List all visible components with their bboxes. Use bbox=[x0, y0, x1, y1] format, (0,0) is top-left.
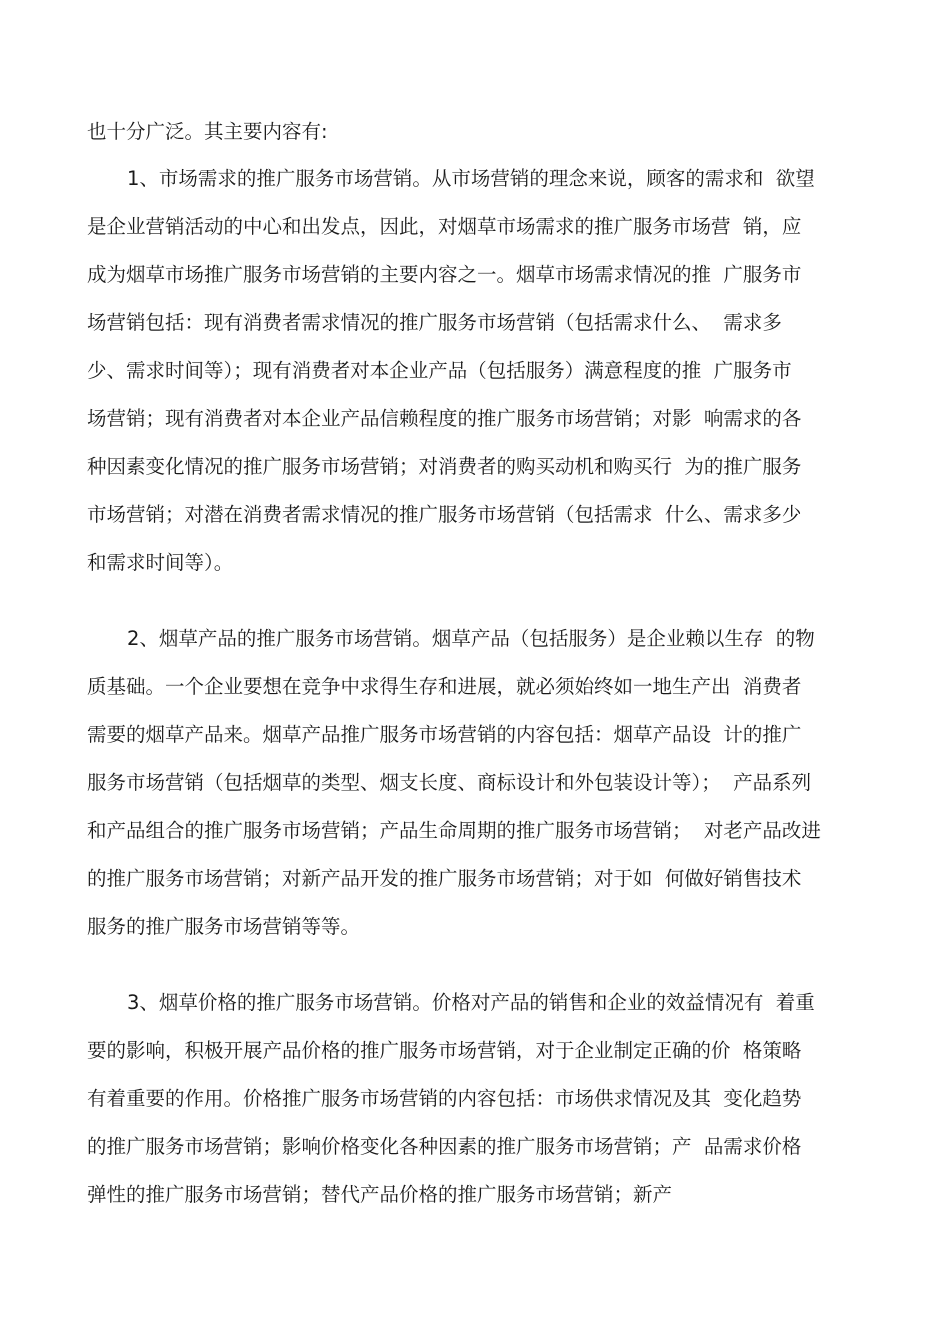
text-line: 少、需求时间等）；现有消费者对本企业产品（包括服务）满意程度的推 广服务市 bbox=[87, 359, 792, 382]
text-line: 场营销包括：现有消费者需求情况的推广服务市场营销（包括需求什么、 需求多 bbox=[87, 311, 782, 334]
text-line: 的推广服务市场营销；对新产品开发的推广服务市场营销；对于如 何做好销售技术 bbox=[87, 867, 802, 890]
text-line: 场营销；现有消费者对本企业产品信赖程度的推广服务市场营销；对影 响需求的各 bbox=[87, 407, 802, 430]
paragraph-2-first-line: 2、烟草产品的推广服务市场营销。烟草产品（包括服务）是企业赖以生存 的物 bbox=[127, 627, 815, 650]
text-line: 服务市场营销（包括烟草的类型、烟支长度、商标设计和外包装设计等）； 产品系列 bbox=[87, 771, 812, 794]
text-line: 市场营销；对潜在消费者需求情况的推广服务市场营销（包括需求 什么、需求多少 bbox=[87, 503, 802, 526]
text-line: 弹性的推广服务市场营销；替代产品价格的推广服务市场营销；新产 bbox=[87, 1183, 673, 1206]
text-line: 质基础。一个企业要想在竞争中求得生存和进展，就必须始终如一地生产出 消费者 bbox=[87, 675, 802, 698]
text-line: 有着重要的作用。价格推广服务市场营销的内容包括：市场供求情况及其 变化趋势 bbox=[87, 1087, 802, 1110]
text-line: 需要的烟草产品来。烟草产品推广服务市场营销的内容包括：烟草产品设 计的推广 bbox=[87, 723, 802, 746]
text-line: 成为烟草市场推广服务市场营销的主要内容之一。烟草市场需求情况的推 广服务市 bbox=[87, 263, 802, 286]
text-line: 是企业营销活动的中心和出发点，因此，对烟草市场需求的推广服务市场营 销，应 bbox=[87, 215, 802, 238]
text-line: 和产品组合的推广服务市场营销；产品生命周期的推广服务市场营销； 对老产品改进 bbox=[87, 819, 821, 842]
text-line: 服务的推广服务市场营销等等。 bbox=[87, 915, 361, 938]
text-line: 也十分广泛。其主要内容有: bbox=[87, 120, 328, 143]
text-line: 种因素变化情况的推广服务市场营销；对消费者的购买动机和购买行 为的推广服务 bbox=[87, 455, 802, 478]
paragraph-3-first-line: 3、烟草价格的推广服务市场营销。价格对产品的销售和企业的效益情况有 着重 bbox=[127, 991, 815, 1014]
paragraph-1-first-line: 1、市场需求的推广服务市场营销。从市场营销的理念来说，顾客的需求和 欲望 bbox=[127, 167, 815, 190]
text-line: 和需求时间等）。 bbox=[87, 551, 234, 574]
text-line: 的推广服务市场营销；影响价格变化各种因素的推广服务市场营销；产 品需求价格 bbox=[87, 1135, 802, 1158]
text-line: 要的影响，积极开展产品价格的推广服务市场营销，对于企业制定正确的价 格策略 bbox=[87, 1039, 802, 1062]
